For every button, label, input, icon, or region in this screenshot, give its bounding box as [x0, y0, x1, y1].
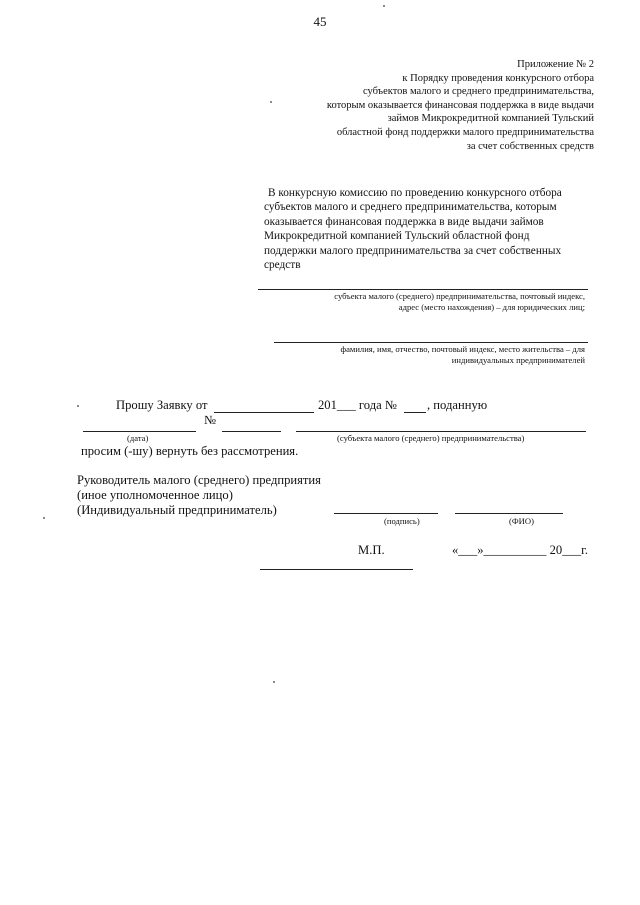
appendix-line: Приложение № 2: [517, 59, 594, 70]
addressee-block: [264, 186, 586, 272]
stamp-place: М.П.: [358, 543, 385, 557]
request-number-field[interactable]: [404, 412, 426, 413]
page-number: 45: [313, 14, 327, 29]
request-return-text: просим (-шу) вернуть без рассмотрения.: [81, 444, 299, 458]
signature-caption: (подпись): [384, 516, 420, 526]
scan-mark: [77, 405, 79, 407]
legal-entity-caption: [334, 291, 585, 313]
legal-entity-field-line[interactable]: [258, 289, 588, 290]
appendix-line: субъектов малого и среднего предпринимательства,: [362, 86, 594, 98]
request-prefix: Прошу Заявку от: [116, 398, 208, 412]
caption-line: субъекта малого (среднего) предпринимательства, почтовый индекс,: [334, 291, 585, 301]
caption-line: фамилия, имя, отчество, почтовый индекс, место жительства – для: [340, 344, 585, 354]
caption-line: индивидуальных предпринимателей: [451, 355, 585, 365]
individual-field-line[interactable]: [274, 342, 588, 343]
number-field-line[interactable]: [222, 431, 281, 432]
signature-field-line[interactable]: [334, 513, 438, 514]
signature-date: «___»__________ 20___г.: [452, 543, 588, 557]
signer-title-block: [77, 473, 321, 518]
scan-mark: [273, 681, 275, 683]
appendix-line: областной фонд поддержки малого предпринимательства: [336, 126, 594, 138]
signer-line: (иное уполномоченное лицо): [77, 488, 233, 502]
signer-line: (Индивидуальный предприниматель): [77, 503, 277, 517]
entity-field-line[interactable]: [296, 431, 586, 432]
appendix-line: которым оказывается финансовая поддержка в виде выдачи: [326, 99, 594, 111]
individual-caption: [341, 344, 586, 366]
appendix-line: за счет собственных средств: [466, 140, 594, 152]
addressee-line: поддержки малого предпринимательства за счет собственных: [264, 244, 562, 257]
addressee-line: субъектов малого и среднего предпринимательства, которым: [264, 201, 557, 214]
name-caption: (ФИО): [509, 516, 534, 526]
appendix-line: к Порядку проведения конкурсного отбора: [402, 72, 594, 84]
request-suffix: , поданную: [427, 398, 488, 412]
name-field-line[interactable]: [455, 513, 563, 514]
addressee-line: Микрокредитной компанией Тульский областной фонд: [264, 230, 530, 243]
addressee-line: В конкурсную комиссию по проведению конкурсного отбора: [268, 187, 562, 199]
signer-line: Руководитель малого (среднего) предприятия: [77, 473, 321, 487]
scan-mark: [43, 517, 45, 519]
appendix-line: займов Микрокредитной компанией Тульский: [387, 113, 594, 125]
addressee-line: оказывается финансовая поддержка в виде выдачи займов: [264, 215, 544, 228]
bottom-blank-line: [260, 569, 413, 570]
appendix-header: [264, 58, 594, 153]
scan-mark: [270, 101, 272, 103]
request-year-number: 201___ года №: [318, 398, 397, 412]
date-caption: (дата): [127, 433, 149, 443]
entity-caption: (субъекта малого (среднего) предпринимательства): [337, 433, 525, 443]
date-field-line[interactable]: [83, 431, 196, 432]
caption-line: адрес (место нахождения) – для юридических лиц;: [398, 302, 585, 312]
request-date-field[interactable]: [214, 412, 314, 413]
number-sign: №: [204, 413, 217, 427]
addressee-line: средств: [264, 259, 301, 272]
scan-mark: [383, 5, 385, 7]
